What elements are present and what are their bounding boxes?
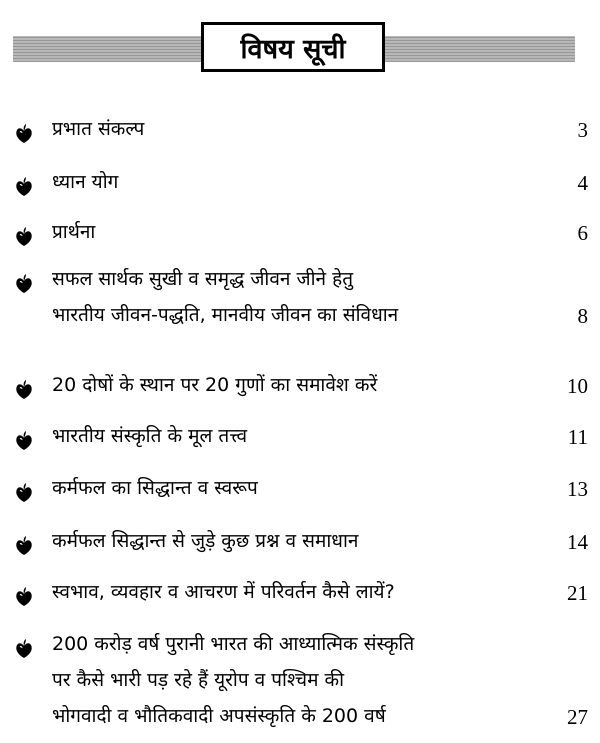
toc-entry-title: प्रार्थना — [52, 221, 96, 243]
apple-bullet-icon — [14, 638, 36, 660]
apple-bullet-icon — [14, 226, 36, 248]
toc-page-number: 14 — [567, 530, 588, 554]
apple-bullet-icon — [14, 430, 36, 452]
toc-page-number: 4 — [577, 171, 588, 195]
toc-entry — [14, 173, 588, 209]
apple-bullet-icon — [14, 482, 36, 504]
toc-entry — [14, 223, 588, 259]
toc-entry-title: 200 करोड़ वर्ष पुरानी भारत की आध्यात्मिक संस्कृति — [52, 633, 415, 655]
toc-entry — [14, 479, 588, 515]
toc-entry — [14, 270, 588, 342]
apple-bullet-icon — [14, 535, 36, 557]
toc-entry-title: स्वभाव, व्यवहार व आचरण में परिवर्तन कैसे लायें? — [52, 581, 395, 603]
apple-bullet-icon — [14, 176, 36, 198]
toc-entry-title: भारतीय संस्कृति के मूल तत्त्व — [52, 425, 248, 447]
toc-page-number: 10 — [567, 374, 588, 398]
toc-page-number: 6 — [577, 221, 588, 245]
toc-entry — [14, 376, 588, 412]
toc-entry-title: कर्मफल का सिद्धान्त व स्वरूप — [52, 477, 258, 499]
toc-entry — [14, 635, 588, 743]
apple-bullet-icon — [14, 123, 36, 145]
toc-page-number: 3 — [577, 118, 588, 142]
apple-bullet-icon — [14, 273, 36, 295]
toc-page-number: 11 — [567, 425, 588, 449]
toc-entry-title: 20 दोषों के स्थान पर 20 गुणों का समावेश करें — [52, 374, 378, 396]
apple-bullet-icon — [14, 379, 36, 401]
toc-entry-title: भारतीय जीवन-पद्धति, मानवीय जीवन का संविधान — [52, 304, 399, 326]
toc-entry-title: ध्यान योग — [52, 171, 119, 193]
toc-entry-title: पर कैसे भारी पड़ रहे हैं यूरोप व पश्चिम की — [52, 669, 345, 691]
apple-bullet-icon — [14, 586, 36, 608]
toc-page-number: 27 — [567, 705, 588, 729]
toc-page-number: 8 — [577, 304, 588, 328]
toc-entry-title: भोगवादी व भौतिकवादी अपसंस्कृति के 200 वर्ष — [52, 705, 386, 727]
page-title: विषय सूची — [240, 33, 346, 65]
toc-entry — [14, 120, 588, 156]
toc-entry-title: सफल सार्थक सुखी व समृद्ध जीवन जीने हेतु — [52, 268, 354, 290]
toc-entry — [14, 532, 588, 568]
toc-entry-title: कर्मफल सिद्धान्त से जुड़े कुछ प्रश्न व समाधान — [52, 530, 359, 552]
toc-entry — [14, 583, 588, 619]
toc-page-number: 13 — [567, 477, 588, 501]
toc-page-number: 21 — [567, 581, 588, 605]
toc-entry-title: प्रभात संकल्प — [52, 118, 145, 140]
toc-entry — [14, 427, 588, 463]
